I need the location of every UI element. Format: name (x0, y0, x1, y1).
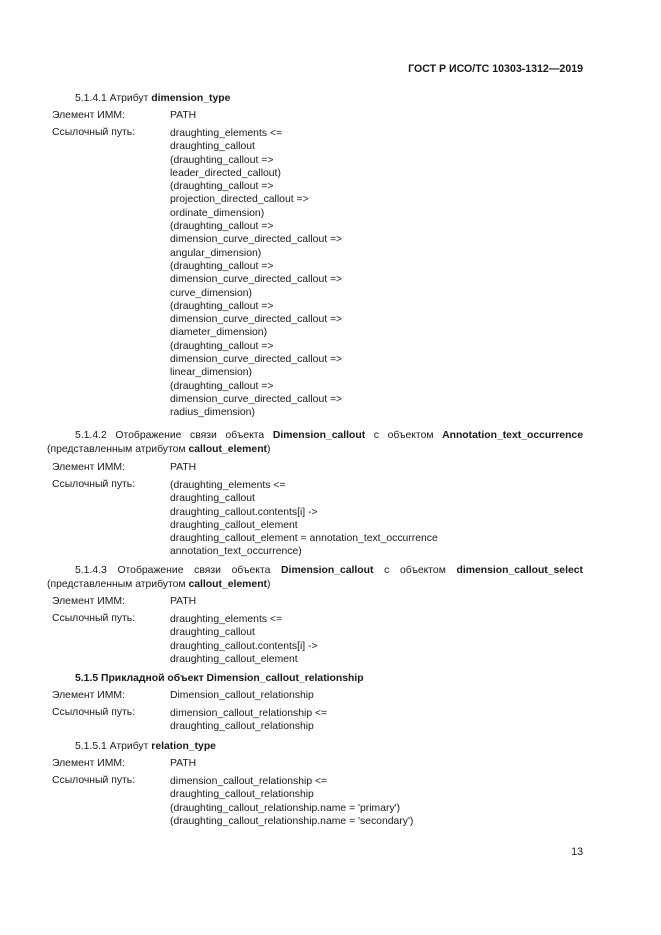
ref-path-label: Ссылочный путь: (52, 479, 136, 490)
path-line: (draughting_elements <= (170, 480, 286, 491)
section-heading-5-1-5: 5.1.5 Прикладной объект Dimension_callout_relationship (75, 673, 364, 684)
ref-path-block (170, 775, 413, 828)
path-line: dimension_curve_directed_callout => (170, 393, 343, 405)
document-standard-id: ГОСТ Р ИСО/ТС 10303-1312—2019 (408, 63, 583, 75)
section-heading-5-1-5-1: 5.1.5.1 Атрибут relation_type (75, 741, 216, 752)
path-line: draughting_callout (170, 493, 255, 505)
section-heading-5-1-4-1: 5.1.4.1 Атрибут dimension_type (75, 93, 231, 104)
ref-path-label: Ссылочный путь: (52, 707, 136, 718)
path-line: (draughting_callout => (170, 340, 274, 352)
imm-element-value: PATH (170, 596, 197, 607)
path-line: projection_directed_callout => (170, 194, 309, 206)
path-line: draughting_callout (170, 627, 255, 639)
ref-path-block (170, 127, 342, 420)
ref-path-label: Ссылочный путь: (52, 127, 136, 138)
section-heading-5-1-4-3-cont: (представленным атрибутом callout_element) (47, 579, 271, 590)
path-line: draughting_callout.contents[i] -> (170, 640, 318, 652)
path-line: radius_dimension) (170, 407, 255, 419)
path-line: (draughting_callout => (170, 181, 274, 193)
path-line: curve_dimension) (170, 287, 253, 299)
imm-element-value: PATH (170, 110, 197, 121)
path-line: leader_directed_callout) (170, 167, 281, 179)
imm-element-label: Элемент ИММ: (52, 690, 125, 701)
imm-element-value: PATH (170, 462, 197, 473)
path-line: annotation_text_occurrence) (170, 546, 302, 558)
path-line: (draughting_callout => (170, 380, 274, 392)
path-line: draughting_callout_element (170, 653, 298, 665)
path-line: draughting_callout (170, 141, 255, 153)
path-line: draughting_callout.contents[i] -> (170, 506, 318, 518)
path-line: draughting_callout_relationship (170, 721, 314, 733)
section-heading-5-1-4-3: 5.1.4.3 Отображение связи объекта Dimension_callout с объектом dimension_callout_select (75, 565, 583, 576)
path-line: dimension_callout_relationship <= (170, 776, 328, 787)
section-heading-5-1-4-2: 5.1.4.2 Отображение связи объекта Dimension_callout с объектом Annotation_text_occurrence (75, 430, 583, 441)
path-line: diameter_dimension) (170, 327, 268, 339)
path-line: (draughting_callout_relationship.name = 'primary') (170, 802, 401, 814)
path-line: dimension_curve_directed_callout => (170, 234, 343, 246)
path-line: dimension_curve_directed_callout => (170, 274, 343, 286)
imm-element-label: Элемент ИММ: (52, 758, 125, 769)
path-line: dimension_curve_directed_callout => (170, 354, 343, 366)
path-line: draughting_elements <= (170, 128, 283, 139)
ref-path-label: Ссылочный путь: (52, 775, 136, 786)
path-line: draughting_elements <= (170, 614, 283, 625)
imm-element-label: Элемент ИММ: (52, 110, 125, 121)
imm-element-value: PATH (170, 758, 197, 769)
path-line: dimension_curve_directed_callout => (170, 314, 343, 326)
ref-path-block (170, 479, 438, 559)
section-heading-5-1-4-2-cont: (представленным атрибутом callout_element) (47, 444, 271, 455)
path-line: angular_dimension) (170, 247, 262, 259)
imm-element-value: Dimension_callout_relationship (170, 690, 314, 701)
ref-path-block (170, 707, 327, 734)
path-line: ordinate_dimension) (170, 207, 265, 219)
path-line: linear_dimension) (170, 367, 253, 379)
path-line: (draughting_callout => (170, 154, 274, 166)
path-line: draughting_callout_relationship (170, 789, 314, 801)
imm-element-label: Элемент ИММ: (52, 596, 125, 607)
path-line: dimension_callout_relationship <= (170, 708, 328, 719)
page-number: 13 (571, 846, 583, 858)
imm-element-label: Элемент ИММ: (52, 462, 125, 473)
path-line: (draughting_callout => (170, 300, 274, 312)
ref-path-label: Ссылочный путь: (52, 613, 136, 624)
path-line: draughting_callout_element = annotation_text_occurrence (170, 533, 438, 545)
path-line: draughting_callout_element (170, 519, 298, 531)
ref-path-block (170, 613, 318, 666)
path-line: (draughting_callout => (170, 221, 274, 233)
path-line: (draughting_callout_relationship.name = 'secondary') (170, 815, 414, 827)
path-line: (draughting_callout => (170, 260, 274, 272)
